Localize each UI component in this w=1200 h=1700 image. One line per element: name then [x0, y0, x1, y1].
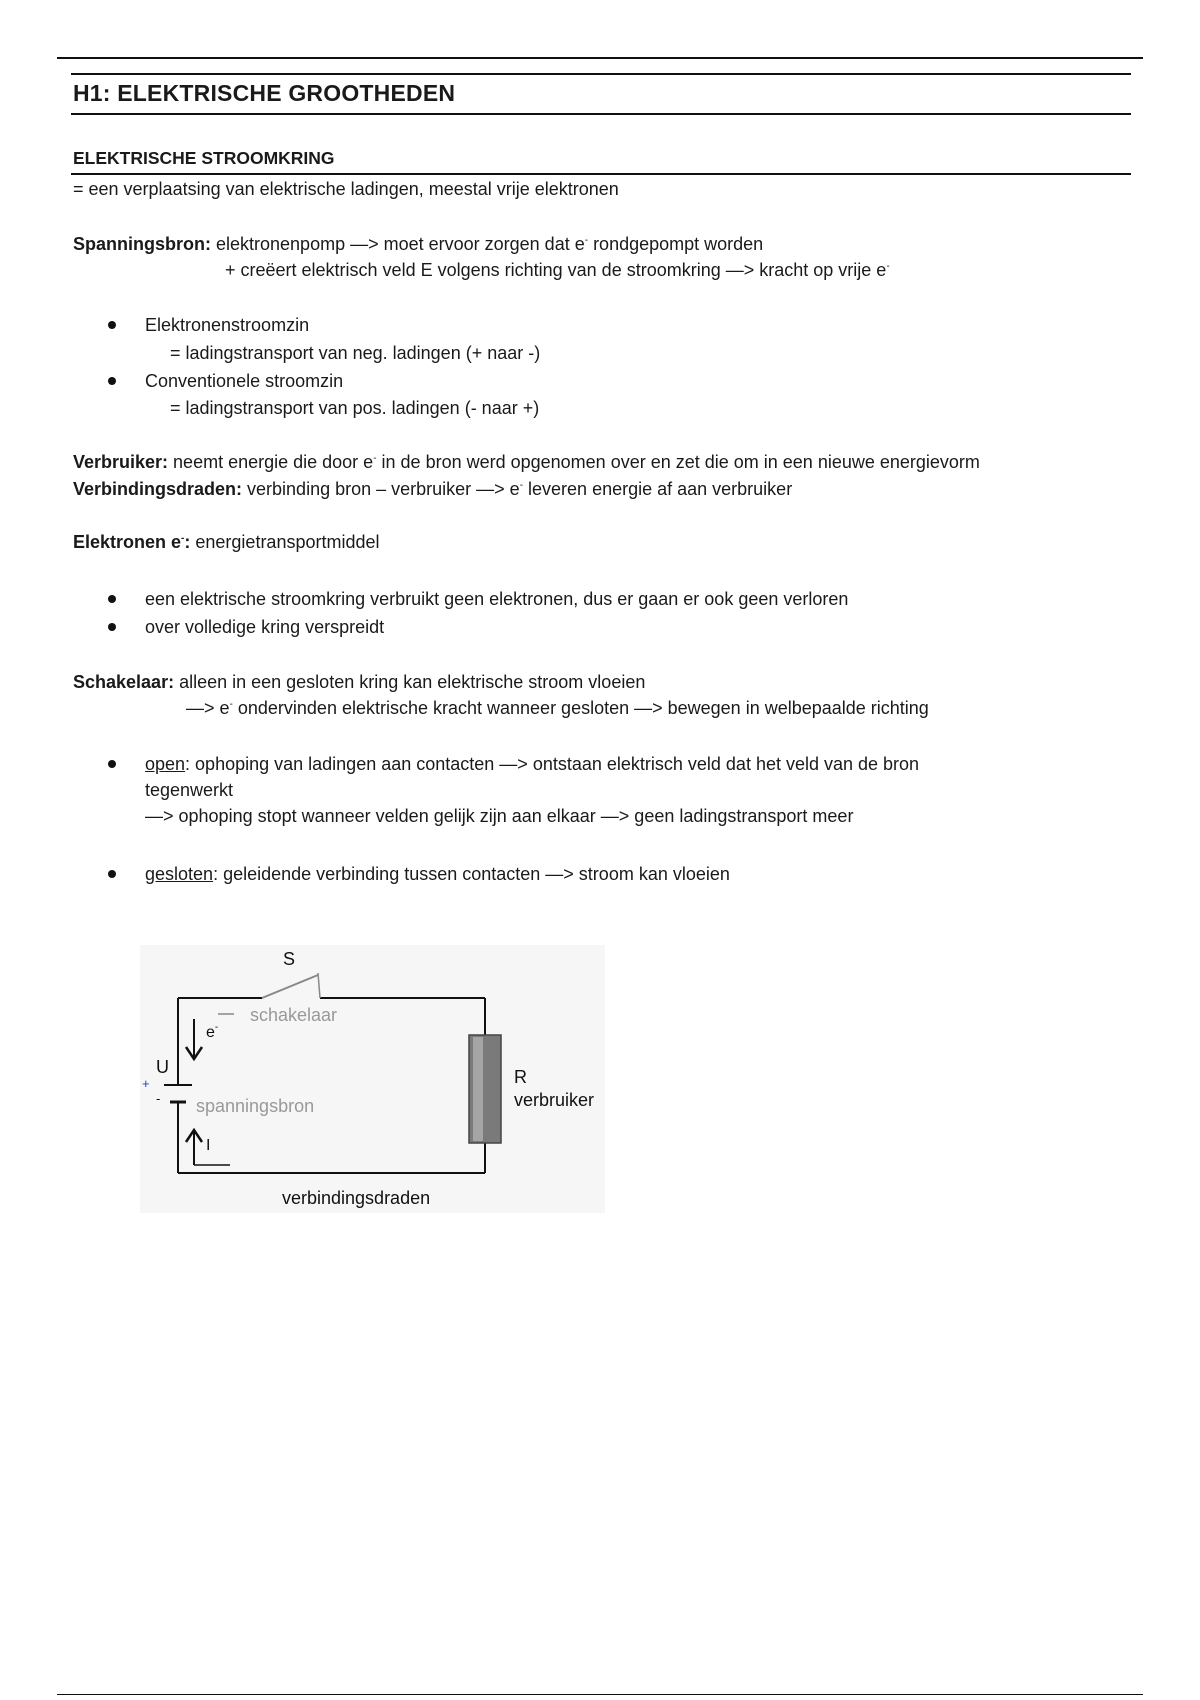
- verbruiker-label: Verbruiker:: [73, 452, 169, 472]
- minus-sign: -: [156, 1091, 161, 1106]
- list-item-desc: = ladingstransport van neg. ladingen (+ naar -): [170, 343, 541, 363]
- intro-text: = een verplaatsing van elektrische ladingen, meestal vrije elektronen: [73, 179, 619, 199]
- verbruiker-text: neemt energie die door e: [168, 452, 374, 472]
- verbindingsdraden-text: verbinding bron – verbruiker —> e: [242, 479, 520, 499]
- current-label: I: [206, 1137, 211, 1154]
- bullet-dot: [108, 870, 116, 878]
- schakelaar-line-2: —> e- ondervinden elektrische kracht wanneer gesloten —> bewegen in welbepaalde richting: [186, 698, 929, 718]
- title-top-rule: [71, 73, 1131, 75]
- open-term: open: [145, 754, 186, 774]
- open-line-2: tegenwerkt: [145, 780, 234, 800]
- voltage-label: U: [156, 1057, 169, 1077]
- page-bottom-rule: [57, 1694, 1143, 1695]
- gesloten-term: gesloten: [145, 864, 214, 884]
- list-item: een elektrische stroomkring verbruikt geen elektronen, dus er gaan er ook geen verloren: [145, 589, 849, 609]
- spanningsbron-text-end: rondgepompt worden: [588, 234, 764, 254]
- spanningsbron-line: [73, 232, 763, 256]
- electron-charge: -: [886, 261, 890, 272]
- schakelaar-caption: schakelaar: [250, 1005, 338, 1025]
- switch-symbol-label: S: [283, 949, 296, 969]
- bullet-dot: [108, 760, 116, 768]
- bullet-dot: [108, 595, 116, 603]
- verbruiker-text-end: in de bron werd opgenomen over en zet die om in een nieuwe energievorm: [376, 452, 980, 472]
- page-top-rule: [57, 57, 1143, 59]
- spanningsbron-text-2: + creëert elektrisch veld E volgens richting van de stroomkring —> kracht op vrije e: [225, 260, 887, 280]
- resistor-highlight: [473, 1037, 483, 1141]
- bullet-dot: [108, 321, 116, 329]
- electron-charge: -: [584, 235, 589, 246]
- electron-label: e-: [206, 1022, 219, 1041]
- spanningsbron-text: elektronenpomp —> moet ervoor zorgen dat e: [211, 234, 585, 254]
- section-heading: ELEKTRISCHE STROOMKRING: [73, 148, 335, 168]
- verbindingsdraden-line: [73, 477, 792, 501]
- verbindingsdraden-caption: verbindingsdraden: [282, 1188, 431, 1208]
- gesloten-text: : geleidende verbinding tussen contacten —> stroom kan vloeien: [213, 864, 730, 884]
- switch-contact: [318, 973, 320, 998]
- schakelaar-label: Schakelaar:: [73, 672, 175, 692]
- page-title: H1: ELEKTRISCHE GROOTHEDEN: [73, 80, 456, 106]
- verbruiker-line: [73, 450, 980, 474]
- list-item-title: Conventionele stroomzin: [145, 371, 344, 391]
- spanningsbron-line-2: [225, 258, 890, 282]
- elektronen-line: [73, 530, 380, 554]
- list-item-desc: = ladingstransport van pos. ladingen (- naar +): [170, 398, 540, 418]
- gesloten-line: [145, 862, 730, 886]
- electron-charge: -: [519, 480, 524, 491]
- elektronen-text: energietransportmiddel: [190, 532, 380, 552]
- open-line: [145, 752, 919, 776]
- section-rule: [71, 173, 1131, 175]
- electron-charge: -: [373, 453, 377, 464]
- verbindingsdraden-label: Verbindingsdraden:: [73, 479, 243, 499]
- circuit-diagram: [140, 945, 605, 1213]
- schakelaar-text: alleen in een gesloten kring kan elektrische stroom vloeien: [174, 672, 646, 692]
- open-line-3: —> ophoping stopt wanneer velden gelijk zijn aan elkaar —> geen ladingstransport meer: [145, 806, 854, 826]
- electron-charge: -: [229, 699, 233, 710]
- plus-sign: +: [142, 1076, 150, 1091]
- elektronen-label: Elektronen e-:: [73, 532, 191, 552]
- switch-lever: [262, 975, 318, 998]
- bullet-dot: [108, 623, 116, 631]
- bullet-dot: [108, 377, 116, 385]
- spanningsbron-label: Spanningsbron:: [73, 234, 211, 254]
- list-item: over volledige kring verspreidt: [145, 617, 385, 637]
- spanningsbron-caption: spanningsbron: [196, 1096, 315, 1116]
- schakelaar-line: [73, 670, 645, 694]
- open-text: : ophoping van ladingen aan contacten —> ontstaan elektrisch veld dat het veld van de bron: [185, 754, 920, 774]
- list-item-title: Elektronenstroomzin: [145, 315, 310, 335]
- resistor-label: R: [514, 1067, 527, 1087]
- title-bottom-rule: [71, 113, 1131, 115]
- verbruiker-caption: verbruiker: [514, 1090, 595, 1110]
- verbindingsdraden-text-end: leveren energie af aan verbruiker: [523, 479, 793, 499]
